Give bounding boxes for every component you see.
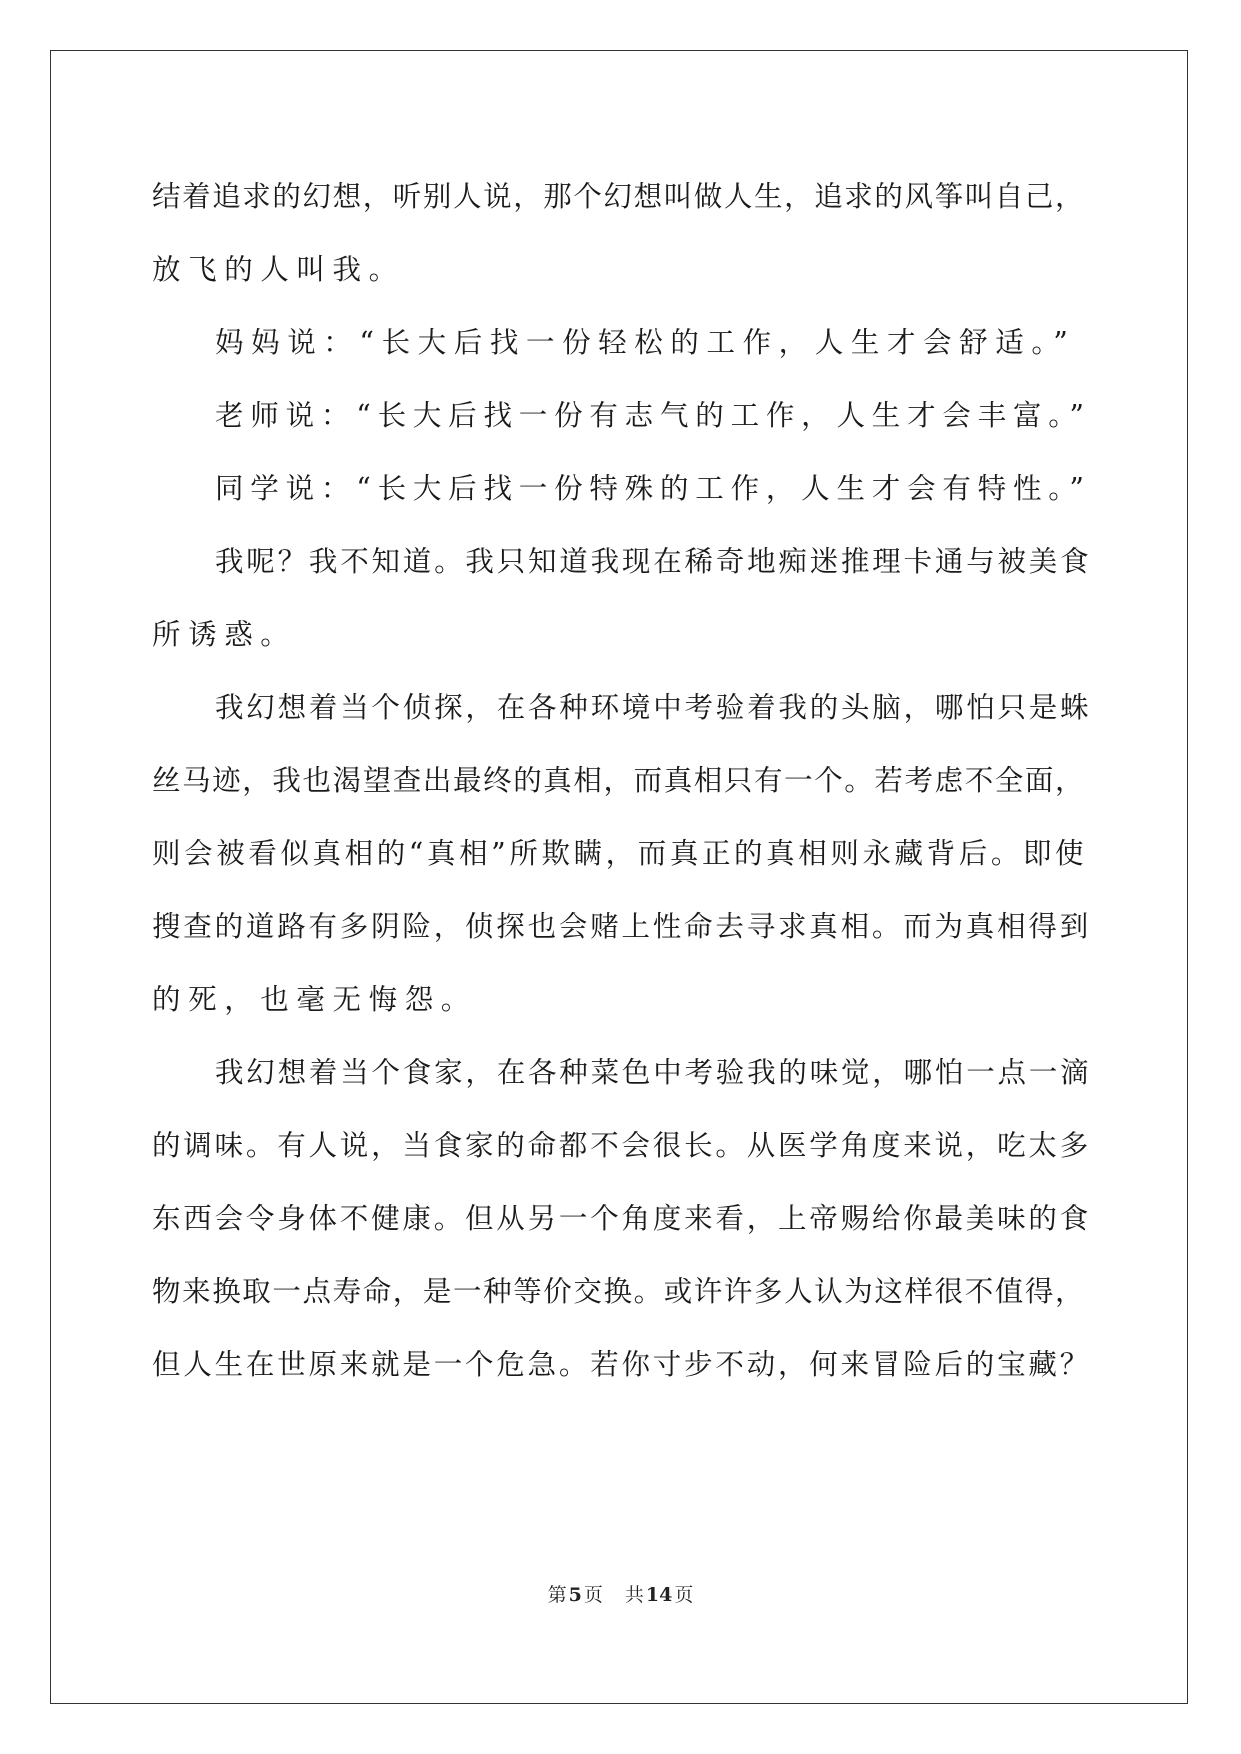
text-line: 搜查的道路有多阴险，侦探也会赌上性命去寻求真相。而为真相得到: [152, 910, 1092, 943]
text-line: 东西会令身体不健康。但从另一个角度来看，上帝赐给你最美味的食: [152, 1202, 1092, 1235]
page-suffix: 页: [583, 1584, 603, 1606]
text-line: 但人生在世原来就是一个危急。若你寸步不动，何来冒险后的宝藏？: [152, 1348, 1092, 1381]
text-line: 我幻想着当个侦探，在各种环境中考验着我的头脑，哪怕只是蛛: [215, 691, 1092, 724]
document-body: [152, 160, 1092, 1401]
total-suffix: 页: [674, 1584, 694, 1606]
total-pages: 14: [645, 1584, 673, 1606]
page-prefix: 第: [547, 1584, 567, 1606]
text-line: 老师说：“长大后找一份有志气的工作，人生才会丰富。”: [215, 399, 1091, 432]
text-line: 结着追求的幻想，听别人说，那个幻想叫做人生，追求的风筝叫自己，: [152, 180, 1086, 213]
text-line: 放飞的人叫我。: [152, 253, 405, 286]
text-line: 则会被看似真相的“真相”所欺瞒，而真正的真相则永藏背后。即使: [152, 837, 1088, 870]
total-prefix: 共: [624, 1584, 644, 1606]
text-line: 妈妈说：“长大后找一份轻松的工作，人生才会舒适。”: [215, 326, 1076, 359]
text-line: 所诱惑。: [152, 618, 297, 651]
page-number: 5: [568, 1584, 582, 1606]
text-line: 同学说：“长大后找一份特殊的工作，人生才会有特性。”: [215, 472, 1091, 505]
page-footer: [0, 1580, 1241, 1607]
text-line: 物来换取一点寿命，是一种等价交换。或许许多人认为这样很不值得，: [152, 1275, 1086, 1308]
text-line: 的死，也毫无悔怨。: [152, 983, 477, 1016]
text-line: 丝马迹，我也渴望查出最终的真相，而真相只有一个。若考虑不全面，: [152, 764, 1086, 797]
text-line: 的调味。有人说，当食家的命都不会很长。从医学角度来说，吃太多: [152, 1129, 1092, 1162]
text-line: 我呢？我不知道。我只知道我现在稀奇地痴迷推理卡通与被美食: [215, 545, 1092, 578]
text-line: 我幻想着当个食家，在各种菜色中考验我的味觉，哪怕一点一滴: [215, 1056, 1092, 1089]
